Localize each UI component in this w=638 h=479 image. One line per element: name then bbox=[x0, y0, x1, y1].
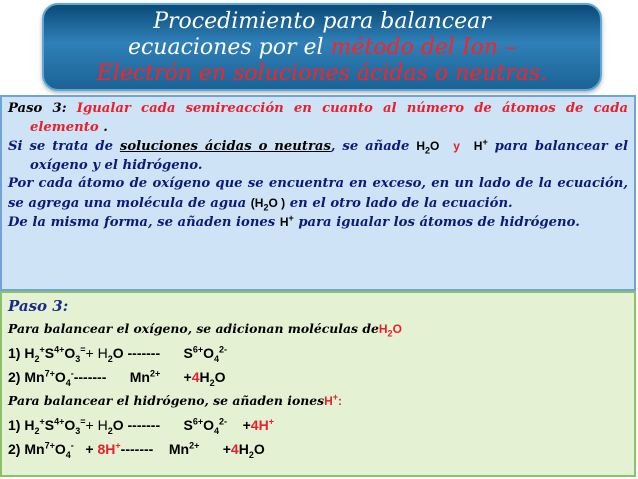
equation-4: 2) $Mn^{7+}O_4^-$ + 8H+------- $Mn^{2+}$ $+4H_2O$ bbox=[8, 440, 265, 460]
equation-3: 1) $H_2^+S^{4+}O_3^=+ H_2O$ ------- $S^{6+}O_4^{2-}$ +4H+ bbox=[8, 416, 274, 436]
step3-explanation-box bbox=[0, 95, 636, 291]
conjunction-y: y bbox=[453, 139, 460, 153]
oxygen-instruction: Para balancear el oxígeno, se adicionan moléculas deH$_2$O bbox=[8, 321, 402, 339]
title-line-3: Electrón en soluciones ácidas o neutras. bbox=[96, 61, 548, 86]
oxygen-rule bbox=[8, 175, 628, 213]
acid-rule-b: , se añade bbox=[330, 139, 417, 154]
hydrogen-instruction: Para balancear el hidrógeno, se añaden ionesH+: bbox=[8, 392, 343, 408]
acid-rule-c: para balancear el oxígeno y el hidrógeno. bbox=[30, 139, 628, 173]
oxygen-rule-a: Por cada átomo de oxígeno que se encuentra en exceso, en un lado de la ecuación, se agrega una molécula de agua bbox=[8, 176, 628, 211]
hydrogen-rule-b: para igualar los átomos de hidrógeno. bbox=[293, 215, 580, 230]
equation-1: 1) $H_2^+S^{4+}O_3^=+ H_2O$ ------- $S^{6+}O_4^{2-}$ bbox=[8, 344, 228, 364]
title-banner bbox=[42, 3, 602, 91]
title-line-1: Procedimiento para balancear bbox=[153, 9, 491, 34]
acid-rule-a: Si se trata de bbox=[8, 139, 120, 154]
step3-example-box bbox=[0, 291, 636, 477]
equation-2: 2) $Mn^{7+}O_4^--------$ $Mn^{2+}$ $+4H_2O$ bbox=[8, 368, 226, 388]
step3-label: Paso 3: bbox=[8, 101, 67, 116]
step3-rule bbox=[8, 100, 628, 137]
water-formula-2: ($H_2O$ ) bbox=[250, 195, 286, 212]
proton-formula-2: H+ bbox=[279, 213, 294, 229]
step3-rule-end: . bbox=[98, 119, 108, 135]
title-line-2-b: método del Ion – bbox=[330, 35, 517, 60]
hydrogen-rule bbox=[8, 213, 628, 233]
acid-rule bbox=[8, 137, 628, 175]
acid-rule-underlined: soluciones ácidas o neutras bbox=[119, 139, 331, 154]
oxygen-rule-b: en el otro lado de la ecuación. bbox=[285, 195, 513, 211]
proton-formula: H+ bbox=[473, 137, 488, 153]
hydrogen-rule-a: De la misma forma, se añaden iones bbox=[8, 215, 280, 230]
example-heading: Paso 3: bbox=[8, 297, 69, 315]
title-line-2 bbox=[44, 35, 600, 61]
water-formula: $H_2O$ bbox=[416, 139, 440, 156]
step3-rule-text: Igualar cada semireacción en cuanto al número de átomos de cada elemento bbox=[30, 101, 628, 135]
title-line-2-a: ecuaciones por el bbox=[127, 35, 331, 60]
